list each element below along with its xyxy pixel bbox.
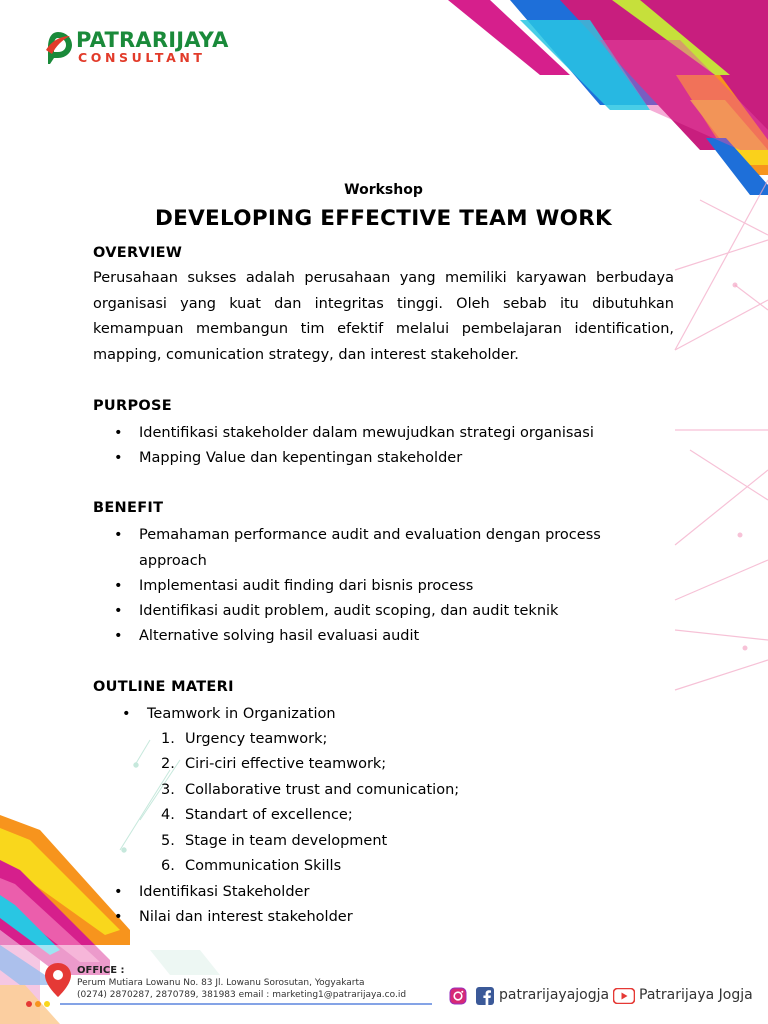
outline-subitem-label: Collaborative trust and comunication;: [185, 782, 460, 798]
overview-heading: OVERVIEW: [93, 245, 183, 261]
outline-subitem-number: 5.: [161, 833, 175, 849]
logo-name: PATRARIJAYA: [76, 28, 229, 52]
top-right-stripes: [448, 0, 768, 195]
benefit-item: • Identifikasi audit problem, audit scoping, dan audit teknik: [139, 599, 659, 625]
outline-subitem-label: Ciri-ciri effective teamwork;: [185, 756, 387, 772]
youtube-icon[interactable]: [613, 988, 635, 1004]
logo-tagline: CONSULTANT: [78, 50, 206, 65]
network-dots: [733, 283, 748, 651]
outline-item: • Identifikasi Stakeholder: [139, 880, 659, 906]
document-kicker: Workshop: [344, 182, 423, 198]
outline-subitem: [161, 829, 388, 855]
office-address: Perum Mutiara Lowanu No. 83 Jl. Lowanu Sorosutan, Yogyakarta: [77, 978, 365, 988]
office-contact: (0274) 2870287, 2870789, 381983 email : marketing1@patrarijaya.co.id: [77, 990, 407, 1000]
outline-subitem: [161, 854, 342, 880]
outline-subitem-label: Communication Skills: [185, 858, 342, 874]
benefit-item: • Pemahaman performance audit and evaluation dengan process approach: [139, 523, 649, 574]
outline-subitem-label: Urgency teamwork;: [185, 731, 328, 747]
outline-subitem-label: Standart of excellence;: [185, 807, 353, 823]
outline-item: • Teamwork in Organization: [147, 702, 667, 728]
outline-subitem: [161, 803, 353, 829]
document-title: DEVELOPING EFFECTIVE TEAM WORK: [154, 206, 613, 231]
logo-mark-icon: [42, 28, 74, 64]
outline-subitem: [161, 752, 387, 778]
purpose-heading: PURPOSE: [93, 398, 172, 414]
outline-subitem-number: 4.: [161, 807, 175, 823]
company-logo: [40, 26, 250, 68]
decorative-dots-icon: [26, 1000, 50, 1008]
facebook-icon[interactable]: [476, 987, 494, 1005]
outline-subitem-number: 1.: [161, 731, 175, 747]
benefit-heading: BENEFIT: [93, 500, 164, 516]
social-handle[interactable]: patrarijayajogja: [499, 987, 610, 1003]
outline-subitem-label: Stage in team development: [185, 833, 388, 849]
purpose-item: • Identifikasi stakeholder dalam mewujudkan strategi organisasi: [139, 421, 659, 447]
youtube-channel[interactable]: Patrarijaya Jogja: [639, 987, 753, 1003]
outline-subitem: [161, 727, 328, 753]
outline-subitem: [161, 778, 460, 804]
location-pin-icon: [44, 962, 72, 998]
office-label: OFFICE :: [77, 965, 125, 976]
outline-heading: OUTLINE MATERI: [93, 679, 234, 695]
network-lines: [675, 180, 768, 690]
outline-item: • Nilai dan interest stakeholder: [139, 905, 659, 931]
overview-text: Perusahaan sukses adalah perusahaan yang memiliki karyawan berbudaya organisasi yang kuat dan integritas tinggi. Oleh sebab itu dibutuhkan kemampuan membangun tim efektif melalui pembelajaran identification, mapping, comunication strategy, dan interest stakeholder.: [93, 270, 674, 363]
outline-subitem-number: 2.: [161, 756, 175, 772]
purpose-item: • Mapping Value dan kepentingan stakeholder: [139, 446, 659, 472]
outline-subitem-number: 6.: [161, 858, 175, 874]
benefit-item: • Alternative solving hasil evaluasi audit: [139, 624, 659, 650]
outline-subitem-number: 3.: [161, 782, 175, 798]
benefit-item: • Implementasi audit finding dari bisnis process: [139, 574, 659, 600]
instagram-icon[interactable]: [449, 987, 467, 1005]
